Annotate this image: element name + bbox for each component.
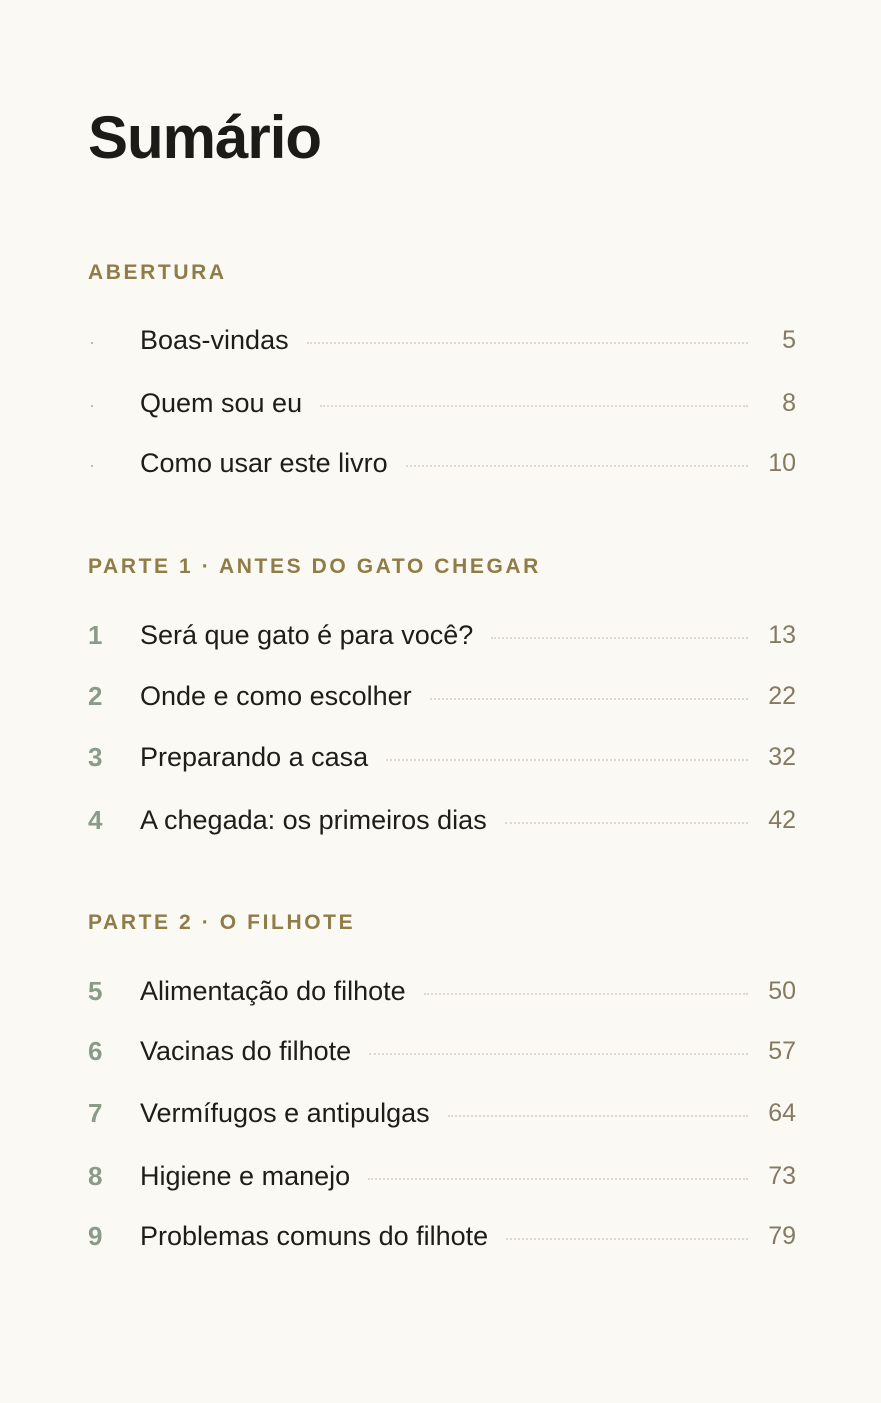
dotted-leader — [320, 405, 748, 407]
section-heading-abertura: ABERTURA — [88, 261, 227, 284]
entry-marker — [88, 382, 140, 425]
toc-entry-chapter-5[interactable] — [88, 971, 796, 1011]
entry-page-number: 64 — [768, 1099, 796, 1127]
dotted-leader — [448, 1115, 748, 1117]
dotted-leader — [491, 637, 748, 639]
entry-title: Vermífugos e antipulgas — [140, 1098, 430, 1128]
entry-marker — [88, 442, 140, 485]
chapter-number: 4 — [88, 805, 103, 835]
dotted-leader — [386, 759, 748, 761]
entry-page-number: 42 — [768, 806, 796, 834]
bullet-icon: · — [89, 454, 95, 475]
page-title: Sumário — [88, 104, 322, 171]
toc-entry-chapter-6[interactable] — [88, 1031, 796, 1071]
entry-title: Vacinas do filhote — [140, 1036, 352, 1066]
entry-marker — [88, 319, 140, 362]
dotted-leader — [424, 993, 748, 995]
bullet-icon: · — [89, 331, 95, 352]
entry-page-number: 32 — [768, 743, 796, 771]
chapter-number: 6 — [88, 1036, 103, 1066]
chapter-number: 1 — [88, 620, 103, 650]
toc-entry-boas-vindas[interactable] — [88, 320, 796, 360]
entry-page-number: 79 — [768, 1222, 796, 1250]
entry-title: Problemas comuns do filhote — [140, 1221, 489, 1251]
toc-entry-quem-sou-eu[interactable] — [88, 383, 796, 423]
toc-entry-chapter-2[interactable] — [88, 676, 796, 716]
entry-title: Como usar este livro — [140, 448, 388, 478]
dotted-leader — [406, 465, 748, 467]
entry-page-number: 8 — [782, 389, 796, 417]
entry-title: A chegada: os primeiros dias — [140, 805, 487, 835]
chapter-number: 5 — [88, 976, 103, 1006]
toc-entry-chapter-7[interactable] — [88, 1093, 796, 1133]
entry-page-number: 57 — [768, 1037, 796, 1065]
entry-title: Alimentação do filhote — [140, 976, 406, 1006]
bullet-icon: · — [89, 394, 95, 415]
dotted-leader — [368, 1178, 748, 1180]
entry-title: Boas-vindas — [140, 325, 289, 355]
entry-page-number: 50 — [768, 977, 796, 1005]
entry-page-number: 10 — [768, 449, 796, 477]
dotted-leader — [369, 1053, 748, 1055]
dotted-leader — [505, 822, 748, 824]
chapter-number: 8 — [88, 1161, 103, 1191]
chapter-number: 9 — [88, 1221, 103, 1251]
entry-page-number: 13 — [768, 621, 796, 649]
entry-title: Onde e como escolher — [140, 681, 412, 711]
chapter-number: 3 — [88, 742, 103, 772]
toc-entry-como-usar-este-livro[interactable] — [88, 443, 796, 483]
dotted-leader — [506, 1238, 748, 1240]
section-heading-parte-1: PARTE 1 · ANTES DO GATO CHEGAR — [88, 555, 541, 578]
toc-entry-chapter-4[interactable] — [88, 800, 796, 840]
toc-entry-chapter-9[interactable] — [88, 1216, 796, 1256]
chapter-number: 7 — [88, 1098, 103, 1128]
entry-title: Quem sou eu — [140, 388, 303, 418]
section-heading-parte-2: PARTE 2 · O FILHOTE — [88, 911, 356, 934]
entry-page-number: 5 — [782, 326, 796, 354]
dotted-leader — [307, 342, 748, 344]
toc-entry-chapter-8[interactable] — [88, 1156, 796, 1196]
chapter-number: 2 — [88, 681, 103, 711]
entry-page-number: 22 — [768, 682, 796, 710]
toc-entry-chapter-1[interactable] — [88, 615, 796, 655]
entry-title: Higiene e manejo — [140, 1161, 351, 1191]
entry-title: Preparando a casa — [140, 742, 369, 772]
toc-entry-chapter-3[interactable] — [88, 737, 796, 777]
entry-page-number: 73 — [768, 1162, 796, 1190]
entry-title: Será que gato é para você? — [140, 620, 474, 650]
dotted-leader — [430, 698, 748, 700]
